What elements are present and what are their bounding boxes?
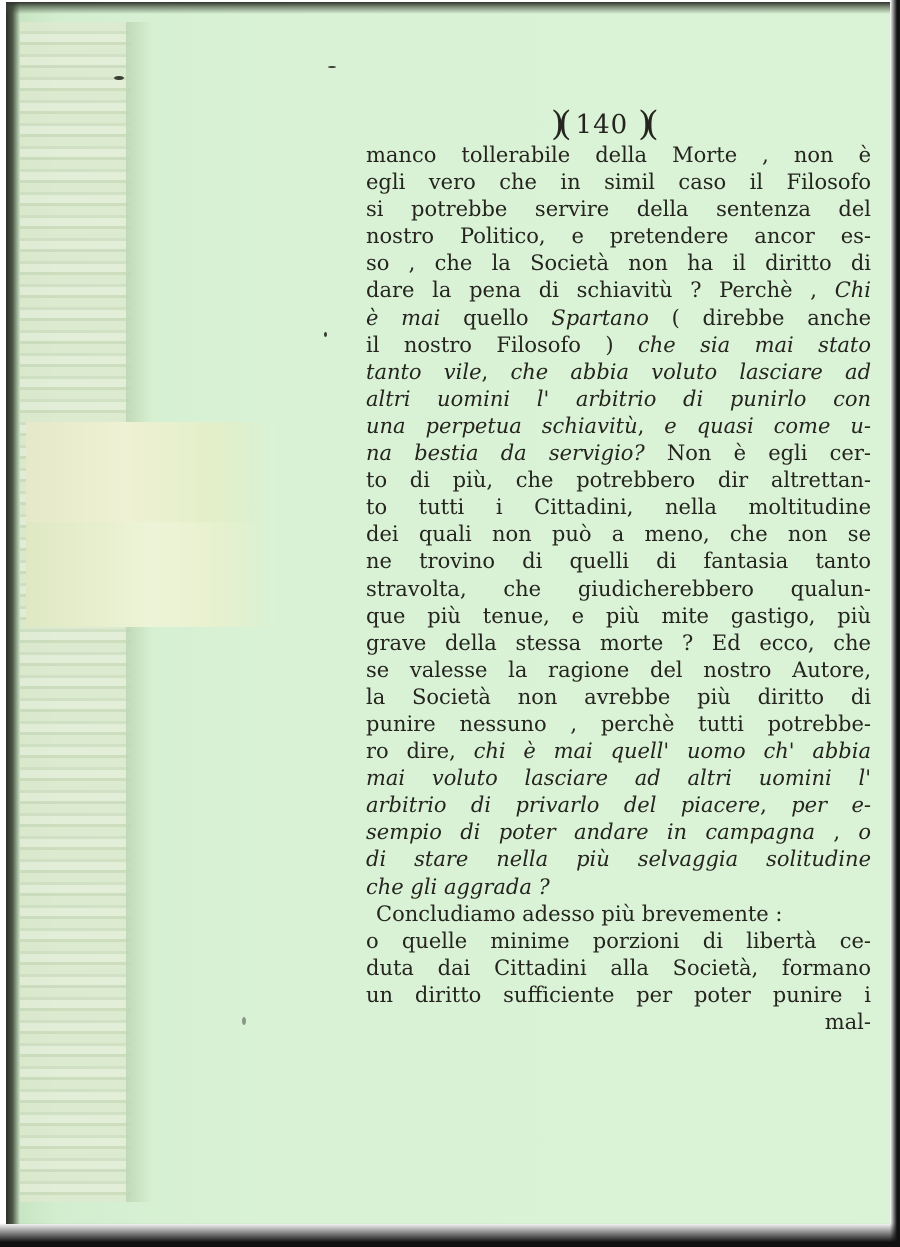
text-line bbox=[366, 901, 871, 928]
paper-speck bbox=[114, 76, 124, 80]
text-line bbox=[366, 711, 871, 738]
text-run: to tutti i Cittadini, nella moltitudine bbox=[366, 495, 871, 520]
text-run: manco tollerabile della Morte , non è bbox=[366, 143, 871, 167]
text-run: duta dai Cittadini alla Società, formano bbox=[366, 955, 871, 980]
text-line bbox=[366, 386, 871, 413]
text-run: stravolta, che giudicherebbero qualun- bbox=[366, 576, 871, 601]
text-run: egli vero che in simil caso il Filosofo bbox=[366, 170, 871, 195]
text-line bbox=[366, 169, 871, 196]
text-run: se valesse la ragione del nostro Autore, bbox=[366, 657, 871, 682]
italic-run: altri uomini l' arbitrio di punirlo con bbox=[366, 386, 871, 411]
text-line bbox=[366, 630, 871, 657]
header-right-mark: )( bbox=[638, 104, 653, 144]
text-line bbox=[366, 982, 871, 1009]
italic-run: per e- bbox=[791, 793, 871, 818]
text-run: grave della stessa morte ? Ed ecco, che bbox=[366, 630, 871, 655]
italic-run: tanto vile bbox=[366, 359, 482, 384]
text-run: Non è egli cer- bbox=[644, 441, 871, 466]
text-run: to di più, che potrebbero dir altrettan- bbox=[366, 468, 871, 493]
page-header bbox=[551, 104, 691, 144]
text-line bbox=[366, 494, 871, 521]
bottom-scan-edge bbox=[0, 1223, 900, 1247]
text-line bbox=[366, 819, 871, 846]
text-line bbox=[366, 277, 871, 304]
text-line bbox=[366, 846, 871, 873]
text-run: ne trovino di quelli di fantasia tanto bbox=[366, 549, 871, 574]
right-scan-edge bbox=[890, 0, 900, 1247]
text-run: o quelle minime porzioni di libertà ce- bbox=[366, 928, 871, 953]
text-run: que più tenue, e più mite gastigo, più bbox=[366, 603, 871, 628]
text-run: , bbox=[637, 413, 665, 438]
text-line bbox=[366, 223, 871, 250]
text-line bbox=[366, 359, 871, 386]
italic-run: che abbia voluto lasciare ad bbox=[510, 359, 872, 384]
text-line bbox=[366, 250, 871, 277]
page-number: 140 bbox=[575, 110, 629, 140]
paper-speck bbox=[242, 1017, 246, 1025]
italic-run: na bestia da servigio? bbox=[366, 441, 645, 466]
text-line bbox=[366, 955, 871, 982]
text-run: dare la pena di schiavitù ? Perchè , bbox=[366, 278, 835, 303]
text-line bbox=[366, 603, 871, 630]
italic-run: che gli aggrada ? bbox=[366, 874, 550, 899]
italic-run: una perpetua schiavitù bbox=[366, 413, 638, 438]
text-line bbox=[366, 548, 871, 575]
body-text bbox=[366, 142, 871, 1036]
paper-speck bbox=[328, 66, 336, 68]
italic-run: sempio di poter andare in campagna bbox=[366, 820, 816, 845]
header-left-mark: )( bbox=[551, 104, 566, 144]
italic-run: o bbox=[858, 820, 871, 845]
text-run: si potrebbe servire della sentenza del bbox=[366, 197, 871, 222]
book-page bbox=[6, 2, 890, 1224]
spine-shadow bbox=[6, 2, 20, 1224]
text-line bbox=[366, 332, 871, 359]
text-run: ro dire, bbox=[366, 739, 474, 764]
text-run: dei quali non può a meno, che non se bbox=[366, 522, 871, 547]
text-run: , bbox=[815, 820, 859, 845]
italic-run: Chi bbox=[834, 278, 871, 303]
italic-run: mai voluto lasciare ad altri uomini l' bbox=[366, 766, 871, 791]
text-line bbox=[366, 305, 871, 332]
text-run: , bbox=[481, 359, 511, 384]
text-run: la Società non avrebbe più diritto di bbox=[366, 684, 871, 709]
text-line bbox=[366, 440, 871, 467]
text-line bbox=[366, 792, 871, 819]
text-line bbox=[366, 657, 871, 684]
italic-run: e quasi come u- bbox=[664, 413, 871, 438]
italic-run: chi è mai quell' uomo ch' abbia bbox=[473, 739, 871, 764]
text-line bbox=[366, 467, 871, 494]
text-run: quello bbox=[440, 305, 552, 330]
text-run: ( direbbe anche bbox=[648, 305, 871, 330]
text-line bbox=[366, 576, 871, 603]
text-run: Concludiamo adesso più brevemente : bbox=[376, 901, 783, 926]
paper-speck bbox=[324, 332, 327, 337]
text-line bbox=[366, 928, 871, 955]
text-run: mal- bbox=[824, 1010, 871, 1034]
italic-run: di stare nella più selvaggia solitudine bbox=[366, 847, 871, 872]
text-line bbox=[366, 874, 871, 901]
text-line bbox=[366, 684, 871, 711]
text-run: so , che la Società non ha il diritto di bbox=[366, 251, 871, 276]
italic-run: Spartano bbox=[551, 305, 649, 330]
text-run: nostro Politico, e pretendere ancor es- bbox=[366, 224, 871, 249]
text-line bbox=[366, 142, 871, 169]
text-line bbox=[366, 521, 871, 548]
text-run: il nostro Filosofo ) bbox=[366, 332, 638, 357]
italic-run: che sia mai stato bbox=[637, 332, 871, 357]
text-run: punire nessuno , perchè tutti potrebbe- bbox=[366, 711, 871, 736]
text-line bbox=[366, 738, 871, 765]
italic-run: è mai bbox=[366, 305, 441, 330]
top-edge-shadow bbox=[6, 2, 890, 14]
text-line bbox=[366, 196, 871, 223]
italic-run: arbitrio di privarlo del piacere bbox=[366, 793, 761, 818]
scan-smear-lower bbox=[26, 522, 266, 627]
catchword bbox=[366, 1009, 871, 1036]
text-run: un diritto sufficiente per poter punire i bbox=[366, 982, 871, 1007]
text-line bbox=[366, 765, 871, 792]
text-run: , bbox=[760, 793, 792, 818]
text-line bbox=[366, 413, 871, 440]
